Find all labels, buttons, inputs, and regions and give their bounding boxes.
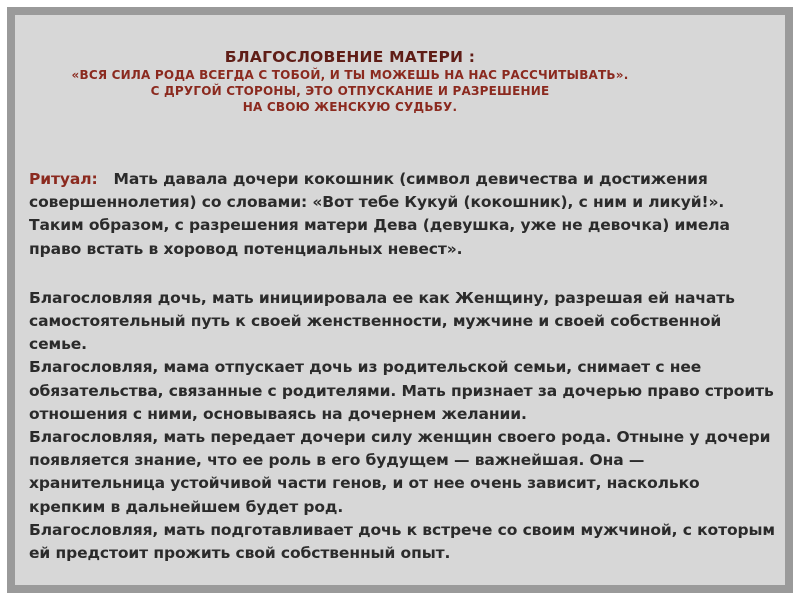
title-quote-line: НА СВОЮ ЖЕНСКУЮ СУДЬБУ. (242, 100, 458, 114)
title-heading: БЛАГОСЛОВЕНИЕ МАТЕРИ : (224, 48, 476, 66)
title-quote-line: С ДРУГОЙ СТОРОНЫ, ЭТО ОТПУСКАНИЕ И РАЗРЕШЕНИЕ (150, 84, 550, 98)
body-paragraph: Благословляя, мать передает дочери силу женщин своего рода. Отныне у дочери появляется знание, что ее роль в его будущем — важнейшая. Она — хранительница устойчивой части генов, и от нее очень зависит, насколько крепким в дальнейшем будет род. (29, 428, 771, 516)
body-paragraph: Благословляя, мать подготавливает дочь к встрече со своим мужчиной, с которым ей предстоит прожить свой собственный опыт. (29, 520, 776, 563)
body-paragraph: Благословляя дочь, мать инициировала ее как Женщину, разрешая ей начать самостоятельный путь к своей женственности, мужчине и своей собственной семье. (29, 288, 735, 354)
slide-frame (15, 15, 785, 585)
slide-body (29, 168, 779, 565)
ritual-paragraph (29, 168, 779, 261)
slide (7, 7, 793, 593)
ritual-label: Ритуал: (29, 170, 98, 188)
ritual-text: Мать давала дочери кокошник (символ девичества и достижения совершеннолетия) со словами: «Вот тебе Кукуй (кокошник), с ним и ликуй!». Таким образом, с разрешения матери Дева (девушка, уже не девочка) имела право встать в хоровод потенциальных невест». (29, 170, 730, 258)
title-quote-line: «ВСЯ СИЛА РОДА ВСЕГДА С ТОБОЙ, И ТЫ МОЖЕШЬ НА НАС РАССЧИТЫВАТЬ». (71, 68, 629, 82)
slide-title (70, 47, 630, 115)
body-paragraph: Благословляя, мама отпускает дочь из родительской семьи, снимает с нее обязательства, связанные с родителями. Мать признает за дочерью право строить отношения с ними, основываясь на дочернем желании. (29, 358, 774, 423)
paragraph-gap (29, 261, 779, 287)
